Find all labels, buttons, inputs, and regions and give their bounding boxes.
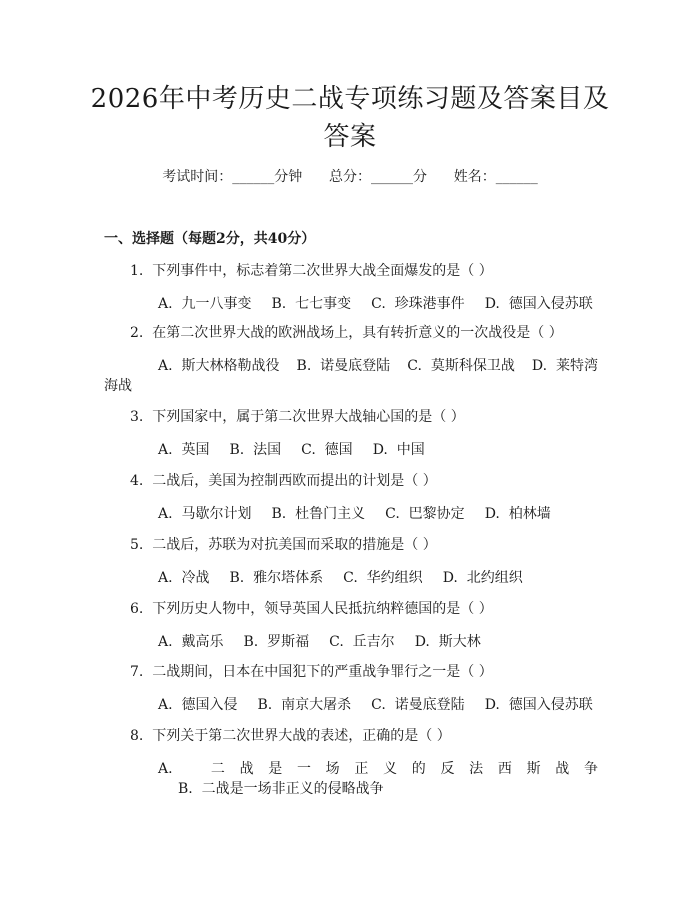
option-b: B. 诺曼底登陆 <box>296 358 391 374</box>
option-d: D. 德国入侵苏联 <box>484 697 593 713</box>
question-options <box>158 440 598 460</box>
option-a: A. 戴高乐 <box>158 634 224 650</box>
question-stem: 7. 二战期间，日本在中国犯下的严重战争罪行之一是（ ） <box>130 664 493 680</box>
option-b: B. 罗斯福 <box>243 634 310 650</box>
option-b: B. 南京大屠杀 <box>257 697 352 713</box>
question-options <box>158 632 598 652</box>
question-options <box>158 695 598 715</box>
question-options <box>158 294 598 314</box>
option-c: C. 诺曼底登陆 <box>371 697 465 713</box>
question-stem: 2. 在第二次世界大战的欧洲战场上，具有转折意义的一次战役是（ ） <box>130 325 563 341</box>
question-options <box>158 504 598 524</box>
option-c: C. 华约组织 <box>343 570 423 586</box>
exam-info-line: 考试时间：______分钟 总分：______分 姓名：______ <box>162 169 538 185</box>
option-d-continuation: 海战 <box>104 378 132 394</box>
option-a: A. 二战是一场正义的反法西斯战争 <box>158 761 598 777</box>
option-d: D. 中国 <box>372 442 425 458</box>
option-c: C. 巴黎协定 <box>385 506 465 522</box>
option-a: A. 德国入侵 <box>158 697 238 713</box>
option-a: A. 马歇尔计划 <box>158 506 252 522</box>
option-b: B. 法国 <box>229 442 282 458</box>
question-options <box>158 568 598 588</box>
option-b: B. 七七事变 <box>271 296 352 312</box>
option-d: D. 斯大林 <box>414 634 481 650</box>
option-b: B. 杜鲁门主义 <box>271 506 366 522</box>
question-stem: 1. 下列事件中，标志着第二次世界大战全面爆发的是（ ） <box>130 263 493 279</box>
option-c: C. 莫斯科保卫战 <box>407 358 515 374</box>
question-stem: 8. 下列关于第二次世界大战的表述，正确的是（ ） <box>130 728 451 744</box>
option-c: C. 珍珠港事件 <box>371 296 465 312</box>
option-d: D. 莱特湾 <box>531 358 598 374</box>
option-d: D. 柏林墙 <box>484 506 551 522</box>
option-d: D. 北约组织 <box>442 570 523 586</box>
option-a: A. 英国 <box>158 442 210 458</box>
question-stem: 6. 下列历史人物中，领导英国人民抵抗纳粹德国的是（ ） <box>130 601 493 617</box>
question-stem: 5. 二战后，苏联为对抗美国而采取的措施是（ ） <box>130 537 437 553</box>
document-title: 2026年中考历史二战专项练习题及答案目及答案 <box>90 84 610 152</box>
option-c: C. 德国 <box>301 442 353 458</box>
option-c: C. 丘吉尔 <box>329 634 395 650</box>
option-b: B. 雅尔塔体系 <box>229 570 324 586</box>
option-a: A. 斯大林格勒战役 <box>158 358 280 374</box>
question-options <box>158 759 598 799</box>
option-d: D. 德国入侵苏联 <box>484 296 593 312</box>
section-heading: 一、选择题（每题2分，共40分） <box>104 231 316 247</box>
option-a: A. 冷战 <box>158 570 210 586</box>
question-stem: 3. 下列国家中，属于第二次世界大战轴心国的是（ ） <box>130 409 465 425</box>
option-a: A. 九一八事变 <box>158 296 252 312</box>
question-stem: 4. 二战后，美国为控制西欧而提出的计划是（ ） <box>130 473 437 489</box>
option-b: B. 二战是一场非正义的侵略战争 <box>178 781 384 797</box>
